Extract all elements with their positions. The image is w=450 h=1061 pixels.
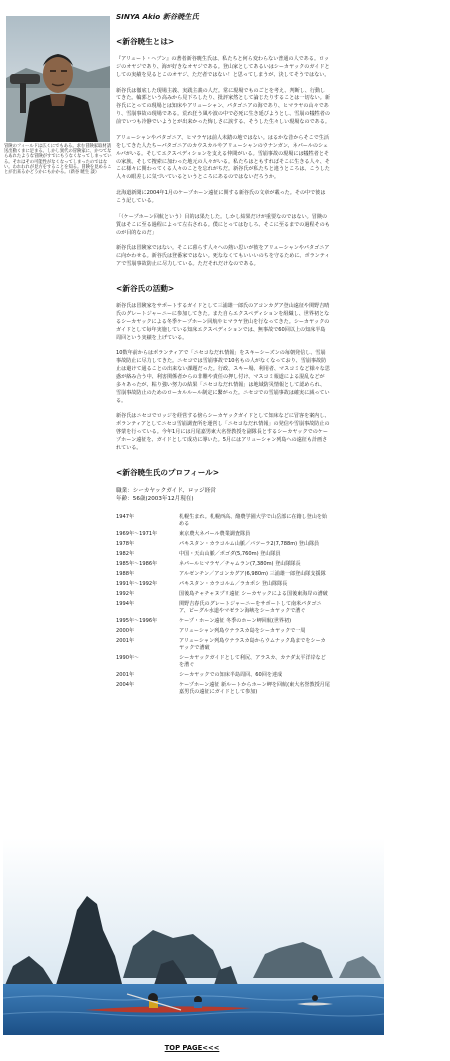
timeline-year: 1978年 [116, 540, 135, 547]
timeline-row [116, 511, 330, 528]
timeline-event: 東京農大ネパール農業調査隊員 [179, 530, 251, 537]
section-title-profile: <新谷暁生氏のプロフィール> [116, 467, 220, 477]
timeline-row [116, 538, 330, 548]
timeline-row [116, 615, 330, 625]
timeline-row [116, 588, 330, 598]
timeline-event: ネパールヒマラヤ／チャムラン(7,380m) 登山隊隊長 [179, 560, 301, 567]
timeline-year: 1947年 [116, 513, 135, 520]
timeline-row [116, 635, 330, 652]
activities-paragraph: 新谷氏はニセコでロッジを経営する傍らシーカヤックガイドとして知床などに冒客を案内し、ボランティアとしてニセコ雪崩調査所を運営し「ニセコなだれ情報」の発信や雪崩事故防止の啓蒙を行っている。今年1月には月尾嘉男東大名誉教授を副隊長とするシーカヤックでのケープホーン遠征を、ガイドとして成功に導いた。5月にはアリューシャン列島への遠征も計画されている。 [116, 413, 330, 452]
timeline-row [116, 669, 330, 679]
timeline-event: 札幌生まれ。札幌西高、酪農学園大学で山岳部に在籍し登山を始める [179, 513, 328, 527]
timeline-year: 1990年〜 [116, 654, 140, 661]
timeline-event: アリューシャン列島ウナラスカ島をシーカヤックで一周 [179, 627, 306, 634]
timeline-event: 中国・天山山脈／ボゴダ(5,760m) 登山隊員 [179, 550, 281, 557]
timeline-year: 1991年〜1992年 [116, 580, 158, 587]
timeline-row [116, 528, 330, 538]
timeline-row [116, 652, 330, 669]
timeline-event: シーカヤックガイドとして利尻、アラスカ、カナダ太平洋岸などを漕ぐ [179, 654, 326, 668]
timeline-year: 1994年 [116, 600, 135, 607]
name-heading: SINYA Akio 新谷暁生氏 [116, 12, 199, 21]
activities-paragraph: 10数年前からはボランティアで「ニセコなだれ情報」をスキーシーズンの毎朝発信し、雪崩事故防止に尽力してきた。ニセコでは雪崩事故で10名もの人がなくなっており、雪崩事故防止は避けて通ることの出来ない課題だった。行政、スキー場、利用者、マスコミなど様々な思惑が絡み合う中、利害関係者からの非難や責任の押し付け、マスコミ報道による混乱などが多々あったが、粘り強い努力の結果「ニセコなだれ情報」は地域防災情報として認められ、雪崩事故防止のためのローカルルール制定に繋がった。ニセコでの雪崩事故は確実に減っている。 [116, 350, 330, 404]
timeline-year: 2004年 [116, 681, 135, 688]
timeline-row [116, 598, 330, 615]
timeline-year: 1982年 [116, 550, 135, 557]
timeline-event: 関野吉春氏のグレートジャーニーをサポートして南米パタゴニア、ビーグル水道やマゼラン海峡をシーカヤックで漕ぐ [179, 600, 322, 614]
about-paragraph: 新谷氏は冒険家ではない。そこに暮らす人々への熱い思いが彼をアリューシャンやパタゴニアに向かわせる。新谷氏は登番家ではない。死ななくてもいいいのちを守るために、ボランティアで雪崩事故防止に尽力している。ただそれだけなのである。 [116, 245, 330, 268]
top-page-link[interactable]: TOP PAGE<<< [164, 1044, 220, 1052]
about-paragraph: 北海道新聞に2004年1月のケープホーン遠征に関する新谷氏の文章が載った。その中で彼はこう記している。 [116, 190, 326, 204]
about-paragraph: 『アリュート・ヘブン』の著者新谷暁生氏は、私たちと何ら変わらない普通の人である。ロッジのオヤジであり、海が好きなオヤジである。登山家としてあるいはシーカヤックのガイドとしての実績を見るとこのオヤジ、ただ者ではない！と思ってしまうが、決してそうではない。 [116, 56, 330, 78]
timeline-event: パキスタン・カラコルム／ラカポシ 登山隊隊長 [179, 580, 288, 587]
about-paragraph: 新谷氏は徹底した現場主義、実践主義の人だ。常に現場でものごとを考え、判断し、行動してきた。輪郭という高みから見下ろしたり、批評家然として論じたりすることは一切ない。新谷氏にとっての現場とは知床やアリューシャン、パタゴニアの海であり、ヒマラヤの山々であり、雪崩事故の現場である。荒れ狂う風や波の中で必死に生き延びようとし、雪崩の犠牲者の前でいつも冷静でいようとが出来かった悔しさに涙する、そうした生々しい現場なのである。 [116, 87, 330, 126]
profile-occupation: 職業：シーカヤックガイド、ロッジ経営 [116, 487, 216, 494]
photo-caption: 冒険のフィールドは広くにでもある。求む冒険家取材請送出動くまに足まる。しかし異代の冒険家に、かつてならあれたような冒険がすでにもうなくなってしまっている。それはその可能性がなくなってしまったのではない。われわれが見方をすることを知る。冒険を見めることが出来るかどうかにもかかる。（新谷 暁生 談） [4, 144, 112, 176]
timeline-event: ケープホーン遠征 新ルートからホーン岬を回航(東大名誉教授月尾嘉男氏の遠征にガイドとして参加) [179, 681, 330, 695]
timeline-row [116, 558, 330, 568]
timeline-event: パキスタン・カラコルム山脈／バツーラ2(7,788m) 登山隊員 [179, 540, 320, 547]
timeline-row [116, 548, 330, 558]
timeline-event: シーカヤックでの知床半島周回、60回を達成 [179, 671, 283, 678]
timeline-event: アルゼンチン／アコンカグア(6,980m) 三浦雄一郎登山隊支援隊 [179, 570, 326, 577]
timeline-year: 1969年〜1971年 [116, 530, 158, 537]
timeline-row [116, 679, 330, 696]
timeline-year: 1992年 [116, 590, 135, 597]
timeline-year: 1985年〜1986年 [116, 560, 158, 567]
timeline-year: 1988年 [116, 570, 135, 577]
portrait-photo [6, 16, 110, 142]
timeline-year: 1995年〜1996年 [116, 617, 158, 624]
about-paragraph: 「（ケープホーン回航という）目的は果たした。しかし結果だけが重要なのではない。冒険の質はそこに至る過程によって左右される。僕にとってはむしろ、そこに至るまでの過程そのものが目的なのだ」 [116, 213, 330, 236]
about-paragraph: アリューシャンやパタゴニア、ヒマラヤは前人未踏の地ではない。はるかな昔からそこで生活をしてきた人たちーパタゴニアのカウスカルやアリューシャンのウナンガン、ネパールのシェルパがいる。そしてエクスペディションを支える仲間がいる。雪崩事故の現場には犠牲者とその家族、そして捜索に加わった地元の人々がいる。私たちはともすればそこに生きる人々、そこに様々に関わってくる人々のことを忘れがちだ。新谷氏が私たちと違うところは、こうした人々の眼差しに気づいているというところにあるのではないだろうか。 [116, 134, 330, 181]
timeline-year: 2001年 [116, 671, 135, 678]
timeline-row [116, 625, 330, 635]
timeline-year: 2001年 [116, 637, 135, 644]
section-title-activities: <新谷氏の活動> [116, 283, 175, 293]
timeline-event: 国後島チャチャヌプリ遠征 シーカヤックによる国後東海岸の漕破 [179, 590, 328, 597]
activities-paragraph: 新谷氏は冒険家をサポートするガイドとして三浦雄一郎氏のアコンカグア登山遠征や関野吉晴氏のグレートジャーニーに参加してきた。また自らエクスペディションを組織し、世界初となるシーカヤックによる冬季ケープホーン回航やヒマラヤ登山を行なってきた。シーカヤックのガイドとして毎年実施している知床エクスペディションでは、無事故で60回以上の知床半島周回という実績を上げている。 [116, 302, 330, 341]
main-content [116, 12, 330, 696]
profile-age: 年齢：56歳(2003年12月現在) [116, 495, 194, 502]
timeline-event: ケープ・ホーン遠征 冬季のホーン岬回航(世界初) [179, 617, 292, 624]
timeline-event: アリューシャン列島ウナラスカ島からウムナック島までをシーカヤックで漕破 [179, 637, 326, 651]
timeline-row [116, 568, 330, 578]
timeline-row [116, 578, 330, 588]
timeline-year: 2000年 [116, 627, 135, 634]
section-title-about: <新谷暁生とは> [116, 37, 175, 46]
kayak-seascape-photo [3, 838, 384, 1035]
profile-timeline [116, 511, 330, 696]
